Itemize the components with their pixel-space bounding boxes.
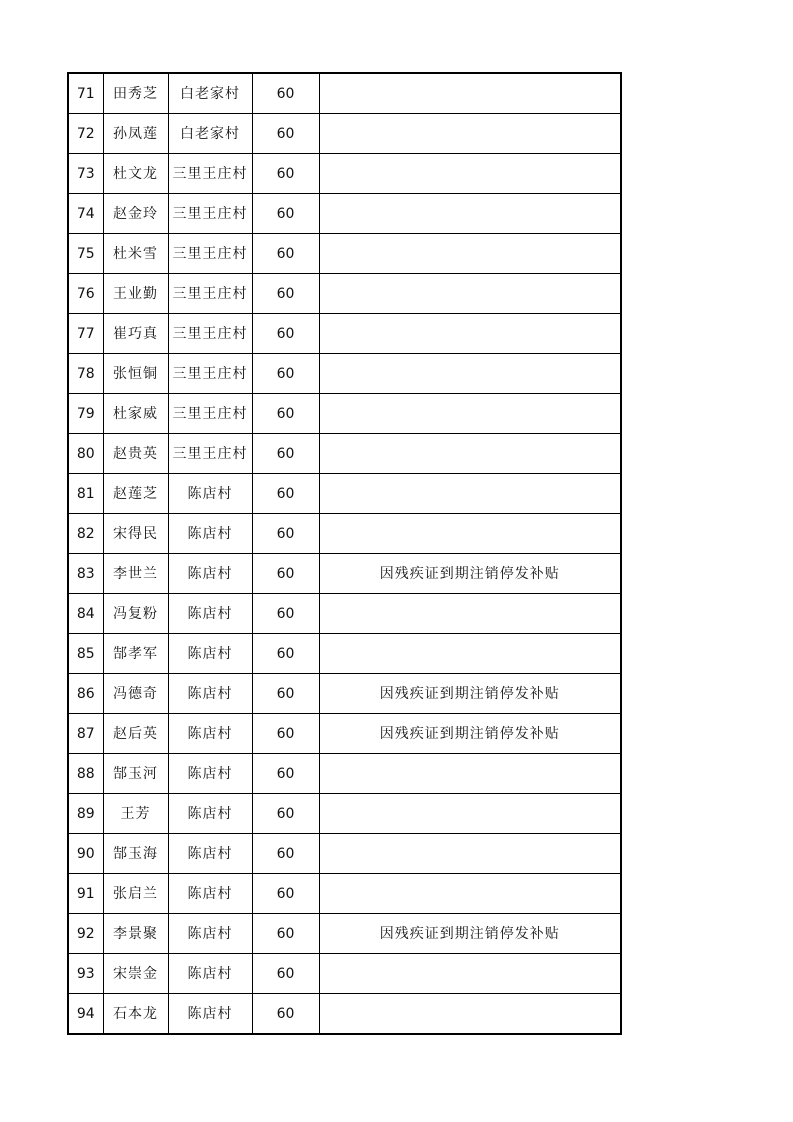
person-name-cell: 郜玉河	[103, 754, 168, 794]
remark-cell	[319, 754, 621, 794]
person-name-cell: 宋崇金	[103, 954, 168, 994]
amount-cell: 60	[252, 73, 319, 114]
row-number-cell: 87	[68, 714, 103, 754]
remark-cell	[319, 434, 621, 474]
remark-cell	[319, 634, 621, 674]
amount-cell: 60	[252, 674, 319, 714]
village-cell: 三里王庄村	[168, 394, 252, 434]
amount-cell: 60	[252, 754, 319, 794]
remark-cell	[319, 73, 621, 114]
remark-cell: 因残疾证到期注销停发补贴	[319, 914, 621, 954]
table-row	[68, 394, 621, 434]
person-name-cell: 崔巧真	[103, 314, 168, 354]
village-cell: 三里王庄村	[168, 194, 252, 234]
table-row	[68, 73, 621, 114]
table-row	[68, 794, 621, 834]
amount-cell: 60	[252, 354, 319, 394]
row-number-cell: 88	[68, 754, 103, 794]
person-name-cell: 石本龙	[103, 994, 168, 1035]
table-row	[68, 434, 621, 474]
row-number-cell: 76	[68, 274, 103, 314]
amount-cell: 60	[252, 834, 319, 874]
person-name-cell: 赵莲芝	[103, 474, 168, 514]
row-number-cell: 71	[68, 73, 103, 114]
row-number-cell: 94	[68, 994, 103, 1035]
person-name-cell: 王芳	[103, 794, 168, 834]
table-row	[68, 314, 621, 354]
person-name-cell: 郜孝军	[103, 634, 168, 674]
remark-cell: 因残疾证到期注销停发补贴	[319, 674, 621, 714]
table-row	[68, 994, 621, 1035]
amount-cell: 60	[252, 274, 319, 314]
remark-cell	[319, 794, 621, 834]
table-row	[68, 914, 621, 954]
amount-cell: 60	[252, 914, 319, 954]
amount-cell: 60	[252, 594, 319, 634]
remark-cell	[319, 514, 621, 554]
remark-cell	[319, 234, 621, 274]
table-row	[68, 154, 621, 194]
row-number-cell: 86	[68, 674, 103, 714]
person-name-cell: 杜米雪	[103, 234, 168, 274]
village-cell: 陈店村	[168, 714, 252, 754]
village-cell: 三里王庄村	[168, 234, 252, 274]
amount-cell: 60	[252, 954, 319, 994]
row-number-cell: 81	[68, 474, 103, 514]
person-name-cell: 宋得民	[103, 514, 168, 554]
table-row	[68, 874, 621, 914]
table-row	[68, 514, 621, 554]
remark-cell	[319, 354, 621, 394]
remark-cell	[319, 194, 621, 234]
remark-cell	[319, 394, 621, 434]
village-cell: 陈店村	[168, 594, 252, 634]
village-cell: 三里王庄村	[168, 354, 252, 394]
amount-cell: 60	[252, 394, 319, 434]
village-cell: 陈店村	[168, 914, 252, 954]
remark-cell	[319, 314, 621, 354]
person-name-cell: 郜玉海	[103, 834, 168, 874]
table-row	[68, 714, 621, 754]
amount-cell: 60	[252, 474, 319, 514]
row-number-cell: 74	[68, 194, 103, 234]
person-name-cell: 田秀芝	[103, 73, 168, 114]
remark-cell	[319, 594, 621, 634]
person-name-cell: 张恒铜	[103, 354, 168, 394]
person-name-cell: 杜家威	[103, 394, 168, 434]
amount-cell: 60	[252, 194, 319, 234]
row-number-cell: 82	[68, 514, 103, 554]
village-cell: 陈店村	[168, 634, 252, 674]
row-number-cell: 73	[68, 154, 103, 194]
row-number-cell: 89	[68, 794, 103, 834]
row-number-cell: 84	[68, 594, 103, 634]
table-row	[68, 114, 621, 154]
amount-cell: 60	[252, 114, 319, 154]
row-number-cell: 80	[68, 434, 103, 474]
row-number-cell: 91	[68, 874, 103, 914]
row-number-cell: 83	[68, 554, 103, 594]
village-cell: 陈店村	[168, 674, 252, 714]
village-cell: 陈店村	[168, 834, 252, 874]
amount-cell: 60	[252, 994, 319, 1035]
table-row	[68, 354, 621, 394]
row-number-cell: 79	[68, 394, 103, 434]
person-name-cell: 王业勤	[103, 274, 168, 314]
subsidy-roster-table	[67, 72, 622, 1035]
remark-cell	[319, 994, 621, 1035]
table-row	[68, 234, 621, 274]
table-row	[68, 834, 621, 874]
remark-cell	[319, 834, 621, 874]
person-name-cell: 李景聚	[103, 914, 168, 954]
row-number-cell: 85	[68, 634, 103, 674]
village-cell: 白老家村	[168, 114, 252, 154]
amount-cell: 60	[252, 434, 319, 474]
person-name-cell: 赵金玲	[103, 194, 168, 234]
amount-cell: 60	[252, 154, 319, 194]
remark-cell	[319, 474, 621, 514]
person-name-cell: 杜文龙	[103, 154, 168, 194]
village-cell: 陈店村	[168, 874, 252, 914]
village-cell: 白老家村	[168, 73, 252, 114]
amount-cell: 60	[252, 874, 319, 914]
village-cell: 陈店村	[168, 954, 252, 994]
amount-cell: 60	[252, 514, 319, 554]
roster-body	[68, 73, 621, 1034]
row-number-cell: 92	[68, 914, 103, 954]
amount-cell: 60	[252, 794, 319, 834]
remark-cell	[319, 954, 621, 994]
person-name-cell: 冯复粉	[103, 594, 168, 634]
person-name-cell: 赵后英	[103, 714, 168, 754]
row-number-cell: 90	[68, 834, 103, 874]
table-row	[68, 634, 621, 674]
table-row	[68, 474, 621, 514]
table-row	[68, 674, 621, 714]
person-name-cell: 张启兰	[103, 874, 168, 914]
table-row	[68, 274, 621, 314]
table-row	[68, 194, 621, 234]
village-cell: 陈店村	[168, 474, 252, 514]
amount-cell: 60	[252, 234, 319, 274]
amount-cell: 60	[252, 634, 319, 674]
village-cell: 陈店村	[168, 554, 252, 594]
row-number-cell: 78	[68, 354, 103, 394]
village-cell: 三里王庄村	[168, 274, 252, 314]
person-name-cell: 赵贵英	[103, 434, 168, 474]
village-cell: 陈店村	[168, 794, 252, 834]
remark-cell: 因残疾证到期注销停发补贴	[319, 554, 621, 594]
remark-cell	[319, 274, 621, 314]
row-number-cell: 75	[68, 234, 103, 274]
village-cell: 陈店村	[168, 994, 252, 1035]
amount-cell: 60	[252, 714, 319, 754]
village-cell: 陈店村	[168, 514, 252, 554]
village-cell: 陈店村	[168, 754, 252, 794]
person-name-cell: 李世兰	[103, 554, 168, 594]
row-number-cell: 77	[68, 314, 103, 354]
table-row	[68, 554, 621, 594]
amount-cell: 60	[252, 554, 319, 594]
person-name-cell: 冯德奇	[103, 674, 168, 714]
remark-cell	[319, 154, 621, 194]
amount-cell: 60	[252, 314, 319, 354]
row-number-cell: 93	[68, 954, 103, 994]
village-cell: 三里王庄村	[168, 154, 252, 194]
village-cell: 三里王庄村	[168, 434, 252, 474]
row-number-cell: 72	[68, 114, 103, 154]
table-row	[68, 594, 621, 634]
table-row	[68, 754, 621, 794]
remark-cell	[319, 114, 621, 154]
person-name-cell: 孙凤莲	[103, 114, 168, 154]
village-cell: 三里王庄村	[168, 314, 252, 354]
table-row	[68, 954, 621, 994]
remark-cell	[319, 874, 621, 914]
remark-cell: 因残疾证到期注销停发补贴	[319, 714, 621, 754]
